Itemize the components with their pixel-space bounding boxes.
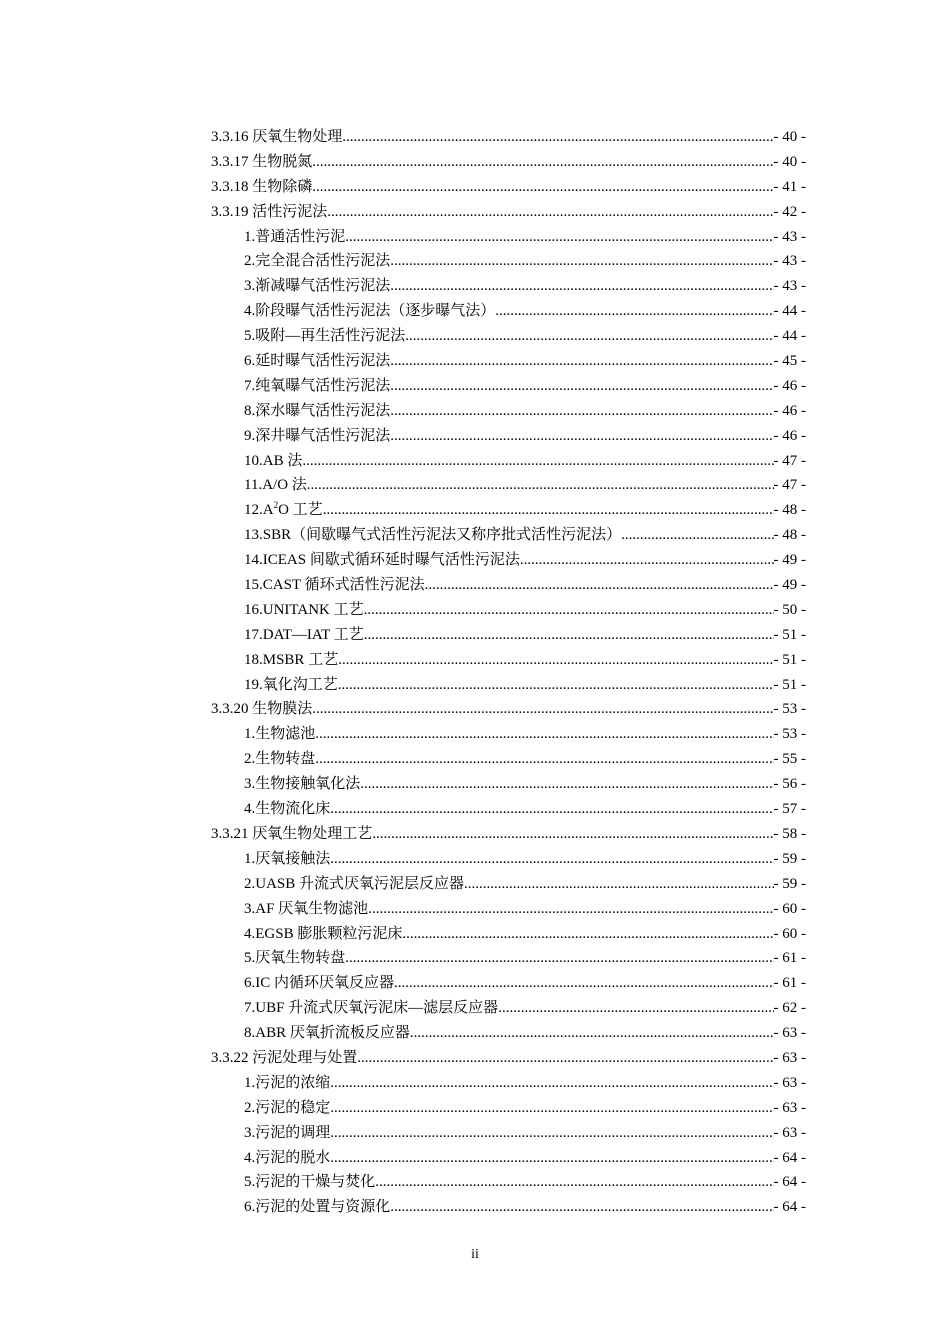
toc-page-number: - 60 - (773, 925, 806, 942)
toc-entry-title: 6.延时曝气活性污泥法 (244, 353, 391, 370)
dot-leader (330, 1121, 773, 1146)
toc-page-number: - 63 - (773, 1049, 806, 1066)
toc-page-number: - 63 - (773, 1099, 806, 1116)
toc-subentry[interactable] (211, 349, 806, 374)
dot-leader (330, 1146, 773, 1171)
toc-subentry[interactable] (211, 449, 806, 474)
toc-page-number: - 40 - (773, 129, 806, 145)
dot-leader (390, 349, 773, 374)
dot-leader (345, 946, 773, 971)
toc-page-number: - 51 - (773, 676, 806, 693)
toc-subentry[interactable] (211, 1096, 806, 1121)
dot-leader (390, 399, 773, 424)
toc-entry-title: 18.MSBR 工艺 (244, 651, 339, 668)
toc-entry-title: 19.氧化沟工艺 (244, 676, 338, 693)
toc-page-number: - 43 - (773, 253, 806, 270)
toc-subentry[interactable] (211, 946, 806, 971)
toc-page-number: - 59 - (773, 850, 806, 867)
toc-subentry[interactable] (211, 623, 806, 648)
toc-entry-title: 1.生物滤池 (244, 726, 316, 743)
dot-leader (360, 772, 773, 797)
toc-page-number: - 64 - (773, 1149, 806, 1166)
toc-entry-title: 3.3.19 活性污泥法 (211, 203, 328, 220)
toc-subentry[interactable] (211, 747, 806, 772)
toc-entry-title: 14.ICEAS 间歇式循环延时曝气活性污泥法 (244, 552, 520, 569)
toc-subentry[interactable] (211, 274, 806, 299)
toc-subentry[interactable] (211, 648, 806, 673)
toc-subentry[interactable] (211, 424, 806, 449)
toc-page-number: - 49 - (773, 552, 806, 569)
dot-leader (390, 1195, 773, 1220)
toc-entry-title: 9.深井曝气活性污泥法 (244, 427, 391, 444)
toc-page-number: - 44 - (773, 328, 806, 345)
dot-leader (498, 996, 773, 1021)
toc-subentry[interactable] (211, 498, 806, 523)
toc-entry-title: 4.污泥的脱水 (244, 1149, 331, 1166)
toc-page-number: - 56 - (773, 776, 806, 793)
toc-entry-title: 11.A/O 法 (244, 477, 307, 494)
toc-entry-title: 3.3.17 生物脱氮 (211, 153, 313, 170)
dot-leader (323, 498, 774, 523)
toc-entry-title: 1.普通活性污泥 (244, 228, 346, 245)
toc-entry-title: 7.UBF 升流式厌氧污泥床—滤层反应器 (244, 1000, 499, 1017)
dot-leader (402, 922, 773, 947)
toc-subentry[interactable] (211, 996, 806, 1021)
toc-page-number: - 62 - (773, 1000, 806, 1017)
toc-section-entry[interactable] (211, 175, 806, 200)
toc-page-number: - 49 - (773, 577, 806, 594)
toc-entry-title: 3.3.21 厌氧生物处理工艺 (211, 825, 373, 842)
dot-leader (357, 1046, 773, 1071)
toc-page-number: - 55 - (773, 751, 806, 768)
toc-entry-title: 1.厌氧接触法 (244, 850, 331, 867)
toc-entry-title: 17.DAT—IAT 工艺 (244, 626, 364, 643)
dot-leader (375, 1170, 773, 1195)
toc-page-number: - 40 - (773, 153, 806, 170)
toc-entry-title: 6.IC 内循环厌氧反应器 (244, 975, 395, 992)
dot-leader (307, 473, 774, 498)
toc-page-number: - 50 - (773, 601, 806, 618)
toc-page-number: - 58 - (773, 825, 806, 842)
toc-subentry[interactable] (211, 1021, 806, 1046)
toc-section-entry[interactable] (211, 200, 806, 225)
toc-subentry[interactable] (211, 1071, 806, 1096)
toc-page-number: - 46 - (773, 377, 806, 394)
toc-subentry[interactable] (211, 548, 806, 573)
toc-entry-title: 7.纯氧曝气活性污泥法 (244, 377, 391, 394)
superscript: 2 (273, 500, 279, 511)
toc-entry-title: 3.3.22 污泥处理与处置 (211, 1049, 358, 1066)
toc-subentry[interactable] (211, 872, 806, 897)
toc-entry-title: 5.厌氧生物转盘 (244, 950, 346, 967)
toc-subentry[interactable] (211, 399, 806, 424)
toc-subentry[interactable] (211, 1195, 806, 1220)
toc-entry-title: 3.3.16 厌氧生物处理 (211, 129, 343, 145)
toc-page-number: - 44 - (773, 303, 806, 320)
table-of-contents (211, 125, 806, 1220)
dot-leader (312, 697, 773, 722)
toc-entry-title: 3.AF 厌氧生物滤池 (244, 900, 369, 917)
dot-leader (364, 623, 774, 648)
toc-entry-title: 13.SBR（间歇曝气式活性污泥法又称序批式活性污泥法） (244, 527, 622, 544)
dot-leader (312, 150, 773, 175)
toc-entry-title: 6.污泥的处置与资源化 (244, 1199, 391, 1216)
toc-page-number: - 64 - (773, 1174, 806, 1191)
toc-subentry[interactable] (211, 772, 806, 797)
dot-leader (312, 175, 773, 200)
toc-subentry[interactable] (211, 1146, 806, 1171)
toc-entry-title: 4.生物流化床 (244, 801, 331, 818)
toc-entry-title: 8.ABR 厌氧折流板反应器 (244, 1025, 410, 1042)
dot-leader (345, 225, 773, 250)
toc-page-number: - 41 - (773, 178, 806, 195)
dot-leader (390, 249, 773, 274)
toc-entry-title: 3.3.20 生物膜法 (211, 701, 313, 718)
toc-entry-title: 3.生物接触氧化法 (244, 776, 361, 793)
dot-leader (330, 797, 773, 822)
toc-entry-title: 10.AB 法 (244, 452, 303, 469)
dot-leader (315, 722, 773, 747)
dot-leader (364, 598, 774, 623)
dot-leader (495, 299, 773, 324)
toc-page-number: - 48 - (773, 527, 806, 544)
toc-subentry[interactable] (211, 523, 806, 548)
toc-page-number: - 53 - (773, 726, 806, 743)
toc-page-number: - 64 - (773, 1199, 806, 1216)
toc-page-number: - 63 - (773, 1025, 806, 1042)
toc-section-entry[interactable] (211, 150, 806, 175)
toc-subentry[interactable] (211, 1170, 806, 1195)
toc-page-number: - 51 - (773, 626, 806, 643)
toc-entry-title: 2.完全混合活性污泥法 (244, 253, 391, 270)
dot-leader (405, 324, 773, 349)
dot-leader (464, 872, 773, 897)
toc-subentry[interactable] (211, 971, 806, 996)
dot-leader (342, 125, 773, 150)
toc-subentry[interactable] (211, 473, 806, 498)
toc-page-number: - 53 - (773, 701, 806, 718)
toc-subentry[interactable] (211, 249, 806, 274)
dot-leader (390, 374, 773, 399)
toc-entry-title: 5.吸附—再生活性污泥法 (244, 328, 406, 345)
toc-page-number: - 46 - (773, 427, 806, 444)
toc-subentry[interactable] (211, 299, 806, 324)
toc-page-number: - 42 - (773, 203, 806, 220)
toc-subentry[interactable] (211, 897, 806, 922)
toc-entry-title: 5.污泥的干燥与焚化 (244, 1174, 376, 1191)
dot-leader (330, 1096, 773, 1121)
toc-entry-title: 2.污泥的稳定 (244, 1099, 331, 1116)
toc-page-number: - 60 - (773, 900, 806, 917)
toc-entry-title: 2.生物转盘 (244, 751, 316, 768)
toc-page-number: - 47 - (773, 452, 806, 469)
toc-entry-title: 8.深水曝气活性污泥法 (244, 402, 391, 419)
dot-leader (315, 747, 773, 772)
toc-subentry[interactable] (211, 1121, 806, 1146)
dot-leader (330, 1071, 773, 1096)
toc-entry-title: 4.EGSB 膨胀颗粒污泥床 (244, 925, 403, 942)
toc-entry-title: 1.污泥的浓缩 (244, 1074, 331, 1091)
toc-page-number: - 61 - (773, 950, 806, 967)
dot-leader (327, 200, 773, 225)
page-number: ii (471, 1247, 479, 1262)
toc-entry-title: 3.3.18 生物除磷 (211, 178, 313, 195)
dot-leader (390, 274, 773, 299)
toc-entry-title: 4.阶段曝气活性污泥法（逐步曝气法） (244, 303, 496, 320)
dot-leader (338, 673, 774, 698)
toc-entry-title: 3.渐减曝气活性污泥法 (244, 278, 391, 295)
dot-leader (368, 897, 773, 922)
toc-entry-title: 3.污泥的调理 (244, 1124, 331, 1141)
toc-page-number: - 63 - (773, 1074, 806, 1091)
toc-subentry[interactable] (211, 847, 806, 872)
toc-page-number: - 48 - (773, 502, 806, 519)
toc-page-number: - 43 - (773, 228, 806, 245)
toc-subentry[interactable] (211, 922, 806, 947)
toc-section-entry[interactable] (211, 125, 806, 150)
toc-section-entry[interactable] (211, 822, 806, 847)
toc-subentry[interactable] (211, 797, 806, 822)
toc-page-number: - 57 - (773, 801, 806, 818)
dot-leader (394, 971, 773, 996)
dot-leader (425, 573, 774, 598)
dot-leader (410, 1021, 774, 1046)
toc-page-number: - 46 - (773, 402, 806, 419)
toc-subentry[interactable] (211, 374, 806, 399)
dot-leader (330, 847, 773, 872)
dot-leader (520, 548, 774, 573)
dot-leader (338, 648, 773, 673)
toc-subentry[interactable] (211, 573, 806, 598)
toc-page-number: - 61 - (773, 975, 806, 992)
toc-page-number: - 63 - (773, 1124, 806, 1141)
toc-page-number: - 59 - (773, 875, 806, 892)
toc-section-entry[interactable] (211, 1046, 806, 1071)
toc-subentry[interactable] (211, 722, 806, 747)
toc-entry-title: 15.CAST 循环式活性污泥法 (244, 577, 425, 594)
dot-leader (302, 449, 773, 474)
toc-entry-title: 16.UNITANK 工艺 (244, 601, 364, 618)
toc-subentry[interactable] (211, 324, 806, 349)
toc-subentry[interactable] (211, 598, 806, 623)
toc-page-number: - 47 - (773, 477, 806, 494)
dot-leader (372, 822, 773, 847)
dot-leader (621, 523, 773, 548)
toc-subentry[interactable] (211, 225, 806, 250)
toc-entry-title: 2.UASB 升流式厌氧污泥层反应器 (244, 875, 465, 892)
toc-subentry[interactable] (211, 673, 806, 698)
toc-section-entry[interactable] (211, 697, 806, 722)
toc-page-number: - 45 - (773, 353, 806, 370)
dot-leader (390, 424, 773, 449)
toc-page-number: - 43 - (773, 278, 806, 295)
toc-page-number: - 51 - (773, 651, 806, 668)
toc-entry-title: $12.A^2O$ 工艺 (244, 500, 323, 519)
